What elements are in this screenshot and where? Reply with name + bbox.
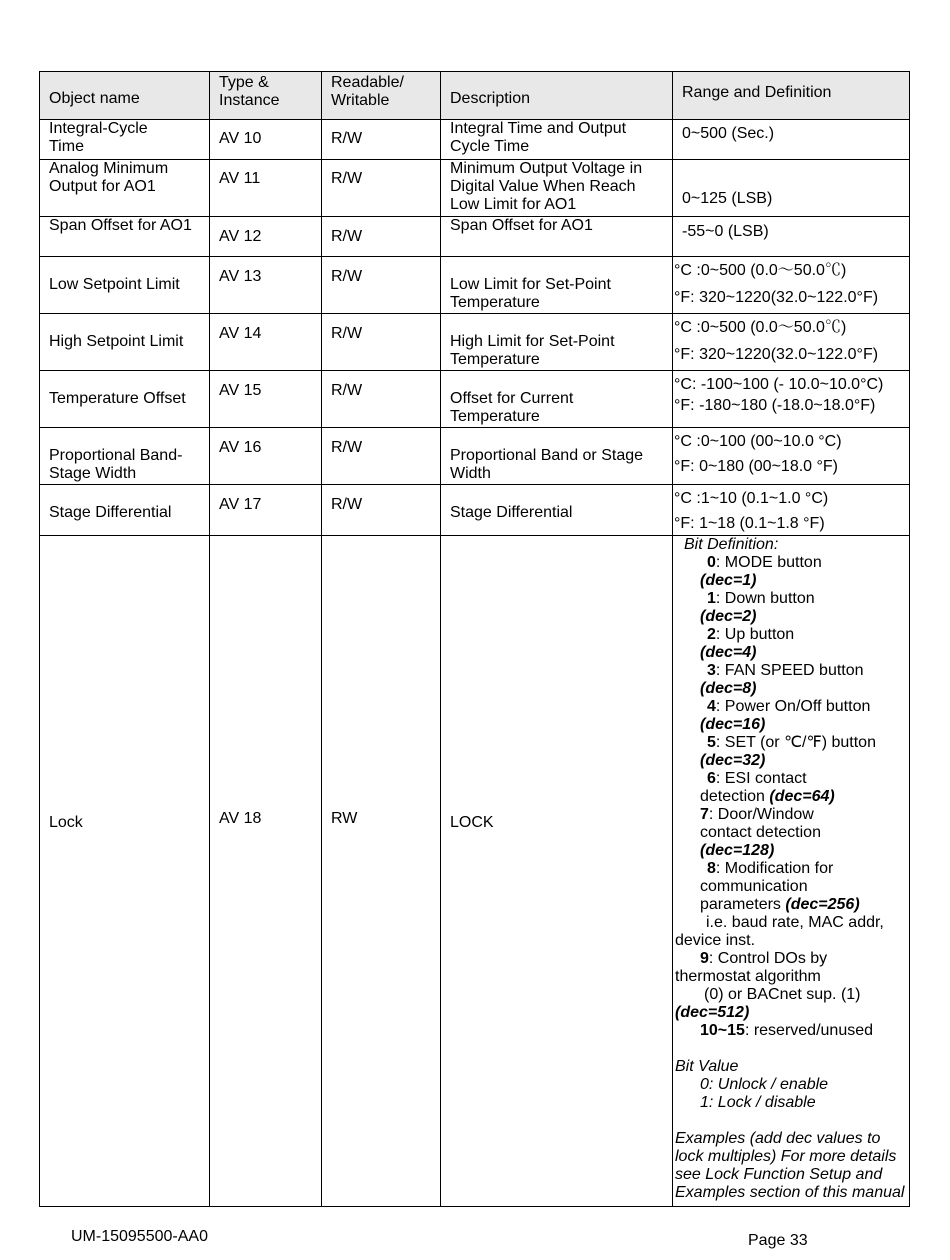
table-row-lock — [40, 536, 910, 1207]
object-name-cell: Temperature Offset — [40, 371, 210, 428]
table-row — [40, 371, 910, 428]
rw-cell: R/W — [322, 120, 441, 160]
object-name-cell: Integral-Cycle Time — [40, 120, 210, 160]
bit-definition-title: Bit Definition: — [684, 536, 779, 553]
table-row — [40, 485, 910, 536]
bit-7: 7: Door/Window — [700, 806, 814, 823]
range-cell: °C :1~10 (0.1~1.0 °C) °F: 1~18 (0.1~1.8 °F) — [673, 485, 910, 536]
table-row — [40, 314, 910, 371]
bit-2: 2: Up button — [707, 626, 795, 643]
description-cell: High Limit for Set-Point Temperature — [441, 314, 673, 371]
object-table — [39, 71, 910, 1207]
type-cell: AV 12 — [210, 217, 322, 257]
type-cell: AV 11 — [210, 160, 322, 217]
table-row — [40, 160, 910, 217]
bit-1: 1: Down button — [707, 590, 815, 607]
rw-cell: R/W — [322, 371, 441, 428]
examples-line-4: Examples section of this manual — [675, 1184, 905, 1201]
bit-0-dec: (dec=1) — [700, 572, 757, 589]
description-cell: LOCK — [441, 536, 673, 1207]
col-header-rw: Readable/ Writable — [322, 72, 441, 120]
description-cell: Span Offset for AO1 — [441, 217, 673, 257]
type-cell: AV 18 — [210, 536, 322, 1207]
range-cell: 0~125 (LSB) — [673, 160, 910, 217]
lock-definition-cell — [673, 536, 910, 1207]
bit-value-title: Bit Value — [675, 1058, 739, 1075]
bit-8-example: i.e. baud rate, MAC addr, — [706, 914, 884, 931]
bit-3: 3: FAN SPEED button — [707, 662, 864, 679]
table-row — [40, 217, 910, 257]
description-cell: Stage Differential — [441, 485, 673, 536]
bit-3-dec: (dec=8) — [700, 680, 757, 697]
type-cell: AV 16 — [210, 428, 322, 485]
col-header-description: Description — [441, 72, 673, 120]
bit-7-dec: (dec=128) — [700, 842, 775, 859]
object-name-cell: Lock — [40, 536, 210, 1207]
description-cell: Minimum Output Voltage in Digital Value When Reach Low Limit for AO1 — [441, 160, 673, 217]
col-header-range: Range and Definition — [673, 72, 910, 120]
bit-10-15: 10~15: reserved/unused — [700, 1022, 874, 1039]
bit-value-1: 1: Lock / disable — [700, 1094, 816, 1111]
type-cell: AV 10 — [210, 120, 322, 160]
rw-cell: R/W — [322, 314, 441, 371]
object-name-cell: Proportional Band- Stage Width — [40, 428, 210, 485]
rw-cell: R/W — [322, 217, 441, 257]
bit-1-dec: (dec=2) — [700, 608, 757, 625]
bit-0: 0: MODE button — [707, 554, 822, 571]
type-cell: AV 13 — [210, 257, 322, 314]
rw-cell: R/W — [322, 257, 441, 314]
object-name-cell: Analog Minimum Output for AO1 — [40, 160, 210, 217]
bit-9-dec: (dec=512) — [675, 1004, 750, 1021]
range-cell: -55~0 (LSB) — [673, 217, 910, 257]
type-cell: AV 15 — [210, 371, 322, 428]
bit-5: 5: SET (or ℃/℉) button — [707, 734, 876, 751]
bit-value-0: 0: Unlock / enable — [700, 1076, 829, 1093]
examples-line-2: lock multiples) For more details — [675, 1148, 897, 1165]
bit-8-example-2: device inst. — [675, 932, 756, 949]
range-cell: °C :0~500 (0.0～50.0℃) °F: 320~1220(32.0~122.0°F) — [673, 257, 910, 314]
bit-6-line2: detection (dec=64) — [700, 788, 835, 805]
bit-9-line2: thermostat algorithm — [675, 968, 821, 985]
rw-cell: R/W — [322, 160, 441, 217]
table-row — [40, 428, 910, 485]
type-cell: AV 17 — [210, 485, 322, 536]
bit-8: 8: Modification for — [707, 860, 834, 877]
col-header-object-name: Object name — [40, 72, 210, 120]
bit-8-line3: parameters (dec=256) — [700, 896, 860, 913]
header-row — [40, 72, 910, 120]
range-cell: °C :0~100 (00~10.0 °C) °F: 0~180 (00~18.0 °F) — [673, 428, 910, 485]
description-cell: Proportional Band or Stage Width — [441, 428, 673, 485]
description-cell: Low Limit for Set-Point Temperature — [441, 257, 673, 314]
table-row — [40, 120, 910, 160]
rw-cell: R/W — [322, 428, 441, 485]
bit-5-dec: (dec=32) — [700, 752, 766, 769]
bit-4-dec: (dec=16) — [700, 716, 766, 733]
rw-cell: R/W — [322, 485, 441, 536]
range-cell: °C: -100~100 (- 10.0~10.0°C) °F: -180~180 (-18.0~18.0°F) — [673, 371, 910, 428]
bit-2-dec: (dec=4) — [700, 644, 757, 661]
bit-4: 4: Power On/Off button — [707, 698, 871, 715]
object-name-cell: Stage Differential — [40, 485, 210, 536]
bit-7-line2: contact detection — [700, 824, 821, 841]
examples-line-3: see Lock Function Setup and — [675, 1166, 883, 1183]
examples-line-1: Examples (add dec values to — [675, 1130, 881, 1147]
description-cell: Integral Time and Output Cycle Time — [441, 120, 673, 160]
range-cell: 0~500 (Sec.) — [673, 120, 910, 160]
type-cell: AV 14 — [210, 314, 322, 371]
bit-9: 9: Control DOs by — [700, 950, 828, 967]
rw-cell: RW — [322, 536, 441, 1207]
description-cell: Offset for Current Temperature — [441, 371, 673, 428]
range-cell: °C :0~500 (0.0～50.0℃) °F: 320~1220(32.0~122.0°F) — [673, 314, 910, 371]
col-header-type: Type & Instance — [210, 72, 322, 120]
page-number: Page 33 — [748, 1232, 808, 1249]
document-id: UM-15095500-AA0 — [71, 1228, 208, 1245]
bit-9-line3: (0) or BACnet sup. (1) — [704, 986, 861, 1003]
table-row — [40, 257, 910, 314]
bit-6: 6: ESI contact — [707, 770, 807, 787]
object-name-cell: High Setpoint Limit — [40, 314, 210, 371]
bit-8-line2: communication — [700, 878, 808, 895]
object-name-cell: Span Offset for AO1 — [40, 217, 210, 257]
object-name-cell: Low Setpoint Limit — [40, 257, 210, 314]
